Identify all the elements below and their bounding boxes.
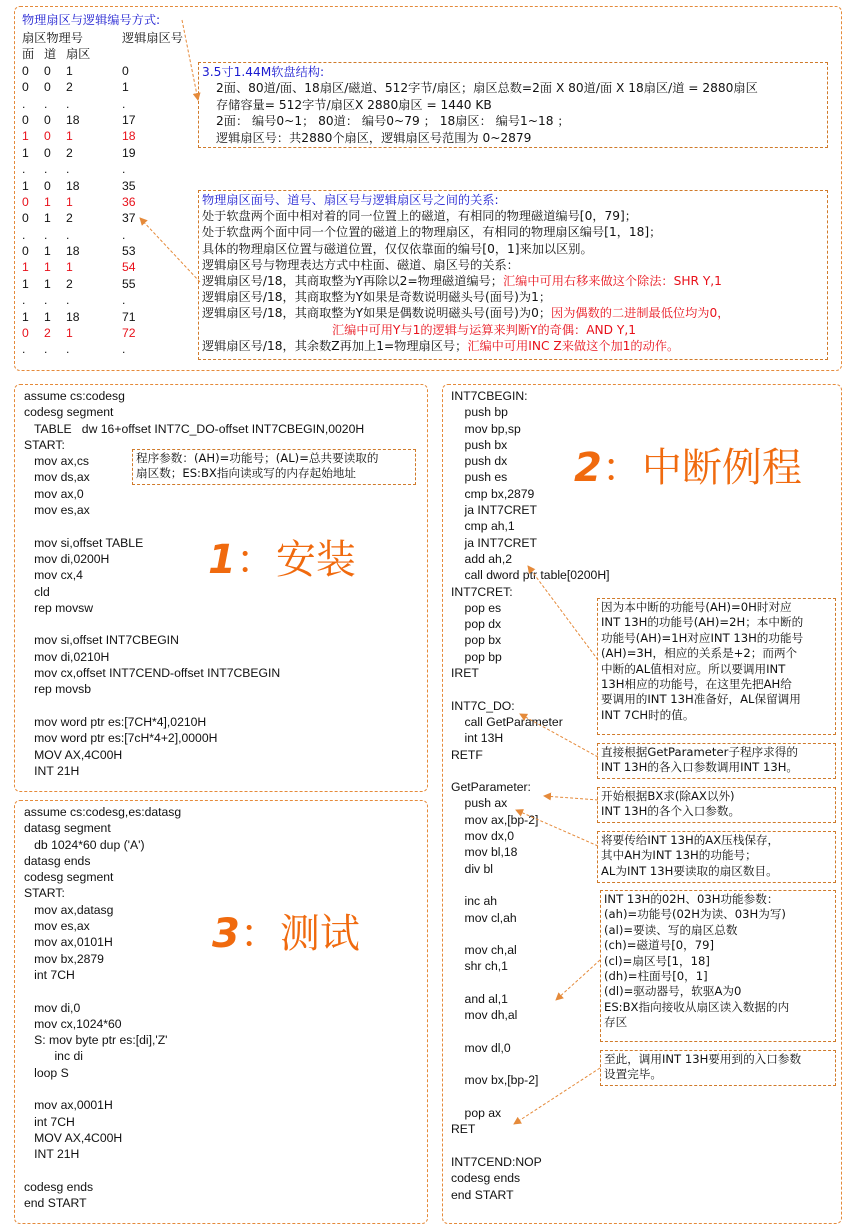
table-cell: 1 bbox=[44, 194, 51, 209]
table-cell: 18 bbox=[66, 112, 80, 127]
table-cell: . bbox=[66, 96, 70, 111]
table-cell: 53 bbox=[122, 244, 136, 259]
table-cell: . bbox=[22, 96, 26, 111]
note-line: INT 7CH时的值。 bbox=[601, 707, 695, 722]
table-cell: 55 bbox=[122, 276, 136, 291]
table-cell: 2 bbox=[66, 80, 73, 95]
code-line: ja INT7CRET bbox=[451, 535, 538, 550]
arrow-done-to-popax bbox=[514, 1068, 600, 1124]
table-cell: 18 bbox=[122, 129, 136, 144]
table-cell: 0 bbox=[22, 80, 29, 95]
code-line: inc ah bbox=[451, 894, 498, 909]
code-line: mov di,0210H bbox=[24, 649, 110, 664]
code-line: cmp bx,2879 bbox=[451, 486, 535, 501]
note-line: 功能号(AH)=1H对应INT 13H的功能号 bbox=[601, 630, 804, 645]
routine-label-text: ：中断例程 bbox=[601, 445, 802, 491]
note-line: 其中AH为INT 13H的功能号； bbox=[601, 848, 757, 863]
note-line: 中断的AL值相对应。所以要调用INT bbox=[601, 661, 786, 676]
code-line: mov dh,al bbox=[451, 1008, 518, 1023]
code-line: datasg segment bbox=[24, 821, 111, 836]
code-line: mov es,ax bbox=[24, 919, 90, 934]
table-cell: 1 bbox=[66, 326, 73, 341]
arrow-int13-to-code bbox=[556, 960, 600, 1000]
table-cell: 54 bbox=[122, 260, 136, 275]
test-label-text: ：测试 bbox=[239, 911, 360, 957]
relation-text: 处于软盘两个面中同一个位置的磁道上的物理扇区，有相同的物理扇区编号[1，18]； bbox=[202, 225, 662, 240]
table-cell: . bbox=[66, 227, 70, 242]
code-line: mov bx,2879 bbox=[24, 951, 104, 966]
code-line: INT7CEND:NOP bbox=[451, 1154, 542, 1169]
table-cell: 72 bbox=[122, 326, 136, 341]
code-line: mov ax,0101H bbox=[24, 935, 113, 950]
table-cell: 1 bbox=[44, 211, 51, 226]
relation-hint: 汇编中可用右移来做这个除法：SHR Y,1 bbox=[502, 274, 722, 289]
table-cell: 1 bbox=[22, 276, 29, 291]
table-cell: . bbox=[122, 96, 126, 111]
code-line: call dword ptr table[0200H] bbox=[451, 568, 610, 583]
code-line: RET bbox=[451, 1122, 476, 1137]
table-cell: . bbox=[122, 342, 126, 357]
code-line: codesg segment bbox=[24, 870, 114, 885]
table-cell: 0 bbox=[22, 326, 29, 341]
note-line: (cl)=扇区号[1，18] bbox=[604, 953, 710, 968]
arrow-function-to-add bbox=[528, 566, 598, 660]
code-line: cmp ah,1 bbox=[451, 519, 515, 534]
code-line: mov word ptr es:[7cH*4+2],0000H bbox=[24, 731, 218, 746]
code-line: pop bx bbox=[451, 633, 502, 648]
code-line: TABLE dw 16+offset INT7C_DO-offset INT7CBEGIN,0020H bbox=[24, 421, 365, 436]
table-cell: 0 bbox=[122, 63, 129, 78]
params-note-line: 程序参数：(AH)=功能号；(AL)=总共要读取的 bbox=[136, 451, 379, 465]
code-line: START: bbox=[24, 886, 65, 901]
note-line: 13H相应的功能号，在这里先把AH给 bbox=[601, 677, 792, 692]
code-line: mov ax,0001H bbox=[24, 1098, 113, 1113]
install-label-number: 1 bbox=[208, 537, 236, 583]
code-line: INT 21H bbox=[24, 1147, 80, 1162]
table-cell: 0 bbox=[44, 63, 51, 78]
code-line: IRET bbox=[451, 666, 479, 681]
code-line: MOV AX,4C00H bbox=[24, 1130, 123, 1145]
table-cell: 1 bbox=[66, 63, 73, 78]
relation-text: 处于软盘两个面中相对着的同一位置上的磁道，有相同的物理磁道编号[0，79]； bbox=[202, 209, 637, 224]
note-line: 至此，调用INT 13H要用到的入口参数 bbox=[604, 1052, 802, 1066]
note-line: AL为INT 13H要读取的扇区数目。 bbox=[601, 863, 778, 878]
table-cell: . bbox=[22, 162, 26, 177]
relation-hint: 因为偶数的二进制最低位均为0， bbox=[551, 306, 730, 321]
code-line: assume cs:codesg,es:datasg bbox=[24, 805, 182, 819]
code-line: mov dl,0 bbox=[451, 1040, 511, 1055]
relation-box-title: 物理扇区面号、道号、扇区号与逻辑扇区号之间的关系: bbox=[202, 193, 499, 207]
code-line: int 7CH bbox=[24, 967, 75, 982]
table-cell: . bbox=[22, 227, 26, 242]
code-line: INT7C_DO: bbox=[451, 698, 515, 713]
note-line: ES:BX指向接收从扇区读入数据的内 bbox=[604, 999, 790, 1014]
note-line: 将要传给INT 13H的AX压栈保存， bbox=[601, 833, 780, 847]
table-cell: 0 bbox=[22, 63, 29, 78]
note-line: INT 13H的各个入口参数。 bbox=[601, 804, 741, 819]
code-line: mov bl,18 bbox=[451, 845, 518, 860]
code-line: mov ch,al bbox=[451, 943, 517, 958]
code-line: mov di,0200H bbox=[24, 551, 110, 566]
table-cell: . bbox=[122, 293, 126, 308]
code-line: and al,1 bbox=[451, 991, 508, 1006]
code-line: int 7CH bbox=[24, 1114, 75, 1129]
note-line: (dh)=柱面号[0，1] bbox=[604, 969, 708, 984]
relation-text: 逻辑扇区号/18，其商取整为Y如果是奇数说明磁头号(面号)为1； bbox=[202, 290, 552, 305]
code-line: push bp bbox=[451, 405, 508, 420]
table-cell: 18 bbox=[66, 178, 80, 193]
code-line: mov dx,0 bbox=[451, 829, 514, 844]
code-line: mov si,offset INT7CBEGIN bbox=[24, 633, 179, 648]
code-line: loop S bbox=[24, 1065, 69, 1080]
table-header-sector: 扇区 bbox=[66, 47, 91, 62]
table-cell: 1 bbox=[44, 276, 51, 291]
table-cell: 2 bbox=[66, 211, 73, 226]
note-line: (ch)=磁道号[0，79] bbox=[604, 938, 715, 953]
arrow-relation-to-table bbox=[140, 218, 200, 282]
table-cell: 1 bbox=[22, 145, 29, 160]
floppy-line: 2面、80道/面、18扇区/磁道、512字节/扇区；扇区总数=2面 X 80道/面 X 18扇区/道 = 2880扇区 bbox=[216, 81, 758, 96]
code-line: mov ax,cs bbox=[24, 454, 90, 469]
code-line: assume cs:codesg bbox=[24, 389, 125, 403]
code-line: pop ax bbox=[451, 1106, 502, 1121]
code-line: shr ch,1 bbox=[451, 959, 508, 974]
table-cell: 1 bbox=[44, 309, 51, 324]
table-header-track: 道 bbox=[44, 47, 57, 62]
note-line: 设置完毕。 bbox=[604, 1067, 662, 1082]
code-line: db 1024*60 dup ('A') bbox=[24, 837, 145, 852]
table-header-side: 面 bbox=[22, 47, 35, 62]
routine-label-number: 2 bbox=[574, 445, 602, 491]
code-line: rep movsb bbox=[24, 682, 92, 697]
arrow-ax-to-push bbox=[516, 810, 598, 846]
code-line: pop es bbox=[451, 600, 502, 615]
code-line: INT7CRET: bbox=[451, 584, 513, 599]
note-line: INT 13H的各入口参数调用INT 13H。 bbox=[601, 760, 799, 775]
code-line: mov ds,ax bbox=[24, 470, 90, 485]
code-line: codesg ends bbox=[451, 1171, 521, 1186]
code-line: START: bbox=[24, 437, 65, 452]
table-cell: 36 bbox=[122, 194, 136, 209]
table-cell: . bbox=[44, 227, 48, 242]
code-line: pop bp bbox=[451, 649, 502, 664]
code-line: push dx bbox=[451, 454, 508, 469]
table-cell: 2 bbox=[66, 145, 73, 160]
floppy-line: 2面： 编号0~1； 80道： 编号0~79 ； 18扇区： 编号1~18 ； bbox=[216, 114, 570, 129]
code-line: rep movsw bbox=[24, 600, 94, 615]
table-cell: 1 bbox=[66, 194, 73, 209]
note-line: (al)=要读、写的扇区总数 bbox=[604, 922, 738, 937]
table-cell: 1 bbox=[22, 260, 29, 275]
code-line: inc di bbox=[24, 1049, 83, 1064]
header-title: 物理扇区与逻辑编号方式: bbox=[22, 13, 161, 27]
code-line: mov di,0 bbox=[24, 1000, 81, 1015]
arrow-getparam-to-do bbox=[520, 714, 598, 757]
arrow-bx-to-getparam bbox=[544, 796, 598, 800]
code-line: pop dx bbox=[451, 617, 502, 632]
relation-text: 逻辑扇区号/18，其商取整为Y如果是偶数说明磁头号(面号)为0； bbox=[202, 306, 552, 321]
code-line: push bx bbox=[451, 437, 508, 452]
code-line: end START bbox=[24, 1196, 87, 1211]
floppy-line: 存储容量= 512字节/扇区X 2880扇区 = 1440 KB bbox=[216, 97, 492, 112]
code-line: mov cx,1024*60 bbox=[24, 1016, 122, 1031]
code-line: mov cl,ah bbox=[451, 910, 517, 925]
table-cell: . bbox=[122, 162, 126, 177]
table-cell: 1 bbox=[66, 260, 73, 275]
table-cell: 0 bbox=[44, 112, 51, 127]
floppy-line: 逻辑扇区号：共2880个扇区，逻辑扇区号范围为 0~2879 bbox=[216, 130, 532, 145]
table-cell: 0 bbox=[44, 80, 51, 95]
relation-text: 逻辑扇区号/18，其商取整为Y再除以2=物理磁道编号； bbox=[202, 274, 503, 289]
table-cell: 0 bbox=[44, 129, 51, 144]
table-cell: 0 bbox=[44, 178, 51, 193]
table-cell: . bbox=[66, 293, 70, 308]
table-cell: . bbox=[44, 96, 48, 111]
table-cell: . bbox=[22, 342, 26, 357]
code-line: mov si,offset TABLE bbox=[24, 535, 144, 550]
table-cell: 1 bbox=[122, 80, 129, 95]
table-cell: 1 bbox=[44, 260, 51, 275]
relation-hint: 汇编中可用Y与1的逻辑与运算来判断Y的奇偶：AND Y,1 bbox=[332, 322, 636, 337]
arrow-title-to-floppy bbox=[182, 20, 198, 100]
table-cell: 0 bbox=[22, 194, 29, 209]
test-label-number: 3 bbox=[212, 911, 240, 957]
code-line: mov cx,4 bbox=[24, 568, 83, 583]
table-cell: . bbox=[44, 162, 48, 177]
code-line: GetParameter: bbox=[451, 780, 531, 795]
code-line: add ah,2 bbox=[451, 551, 512, 566]
table-cell: 2 bbox=[66, 276, 73, 291]
note-line: 直接根据GetParameter子程序求得的 bbox=[601, 745, 798, 759]
code-line: mov ax,datasg bbox=[24, 902, 114, 917]
table-cell: 1 bbox=[22, 129, 29, 144]
code-line: INT7CBEGIN: bbox=[451, 389, 528, 403]
install-label-text: ：安装 bbox=[235, 537, 356, 583]
table-cell: 17 bbox=[122, 112, 136, 127]
relation-text: 逻辑扇区号与物理表达方式中柱面、磁道、扇区号的关系： bbox=[202, 257, 519, 272]
note-line: 存区 bbox=[604, 1015, 628, 1030]
table-cell: . bbox=[44, 293, 48, 308]
code-line: end START bbox=[451, 1187, 514, 1202]
floppy-box-title: 3.5寸1.44M软盘结构: bbox=[202, 65, 325, 79]
code-line: mov bp,sp bbox=[451, 421, 521, 436]
params-note-line: 扇区数；ES:BX指向读或写的内存起始地址 bbox=[136, 466, 356, 481]
table-cell: 0 bbox=[22, 112, 29, 127]
table-cell: 1 bbox=[44, 244, 51, 259]
table-cell: 2 bbox=[44, 326, 51, 341]
code-line: push ax bbox=[451, 796, 508, 811]
code-line: INT 21H bbox=[24, 763, 80, 778]
table-cell: 1 bbox=[66, 129, 73, 144]
note-line: 要调用的INT 13H准备好，AL保留调用 bbox=[601, 692, 801, 707]
code-line: ja INT7CRET bbox=[451, 503, 538, 518]
code-line: mov ax,0 bbox=[24, 486, 84, 501]
table-cell: . bbox=[66, 162, 70, 177]
table-cell: . bbox=[44, 342, 48, 357]
code-line: mov es,ax bbox=[24, 503, 90, 518]
code-line: mov cx,offset INT7CEND-offset INT7CBEGIN bbox=[24, 666, 281, 681]
code-line: datasg ends bbox=[24, 853, 91, 868]
table-cell: 0 bbox=[22, 211, 29, 226]
code-line: push es bbox=[451, 470, 508, 485]
table-cell: . bbox=[122, 227, 126, 242]
note-line: INT 13H的功能号(AH)=2H；本中断的 bbox=[601, 615, 804, 630]
table-cell: 1 bbox=[22, 178, 29, 193]
code-line: mov word ptr es:[7CH*4],0210H bbox=[24, 714, 207, 729]
table-cell: . bbox=[66, 342, 70, 357]
code-line: MOV AX,4C00H bbox=[24, 747, 123, 762]
code-line: codesg segment bbox=[24, 405, 114, 420]
table-cell: . bbox=[22, 293, 26, 308]
table-cell: 71 bbox=[122, 309, 136, 324]
table-cell: 0 bbox=[44, 145, 51, 160]
code-line: cld bbox=[24, 584, 50, 599]
code-line: div bl bbox=[451, 861, 493, 876]
note-line: (AH)=3H，相应的关系是+2；而两个 bbox=[601, 646, 798, 661]
code-line: int 13H bbox=[451, 731, 504, 746]
code-line: call GetParameter bbox=[451, 714, 563, 729]
code-line: codesg ends bbox=[24, 1179, 94, 1194]
table-cell: 37 bbox=[122, 211, 136, 226]
note-line: INT 13H的02H、03H功能参数： bbox=[604, 892, 779, 906]
relation-text: 具体的物理扇区位置与磁道位置，仅仅依靠面的编号[0，1]来加以区别。 bbox=[202, 241, 593, 256]
code-line: mov ax,[bp-2] bbox=[451, 812, 539, 827]
table-cell: 1 bbox=[22, 309, 29, 324]
note-line: 因为本中断的功能号(AH)=0H时对应 bbox=[601, 600, 792, 614]
note-line: (ah)=功能号(02H为读、03H为写) bbox=[604, 907, 786, 922]
note-line: (dl)=驱动器号，软驱A为0 bbox=[604, 984, 742, 999]
table-cell: 19 bbox=[122, 145, 136, 160]
relation-text: 逻辑扇区号/18，其余数Z再加上1=物理扇区号； bbox=[202, 338, 468, 353]
table-cell: 35 bbox=[122, 178, 136, 193]
note-line: 开始根据BX求(除AX以外) bbox=[601, 789, 735, 803]
code-line: mov bx,[bp-2] bbox=[451, 1073, 539, 1088]
code-line: S: mov byte ptr es:[di],'Z' bbox=[24, 1033, 168, 1048]
table-cell: 0 bbox=[22, 244, 29, 259]
table-header-physical: 扇区物理号 bbox=[22, 31, 83, 45]
table-cell: 18 bbox=[66, 244, 80, 259]
code-line: RETF bbox=[451, 747, 483, 762]
relation-hint: 汇编中可用INC Z来做这个加1的动作。 bbox=[467, 338, 680, 353]
table-cell: 18 bbox=[66, 309, 80, 324]
table-header-logical: 逻辑扇区号 bbox=[122, 31, 183, 45]
